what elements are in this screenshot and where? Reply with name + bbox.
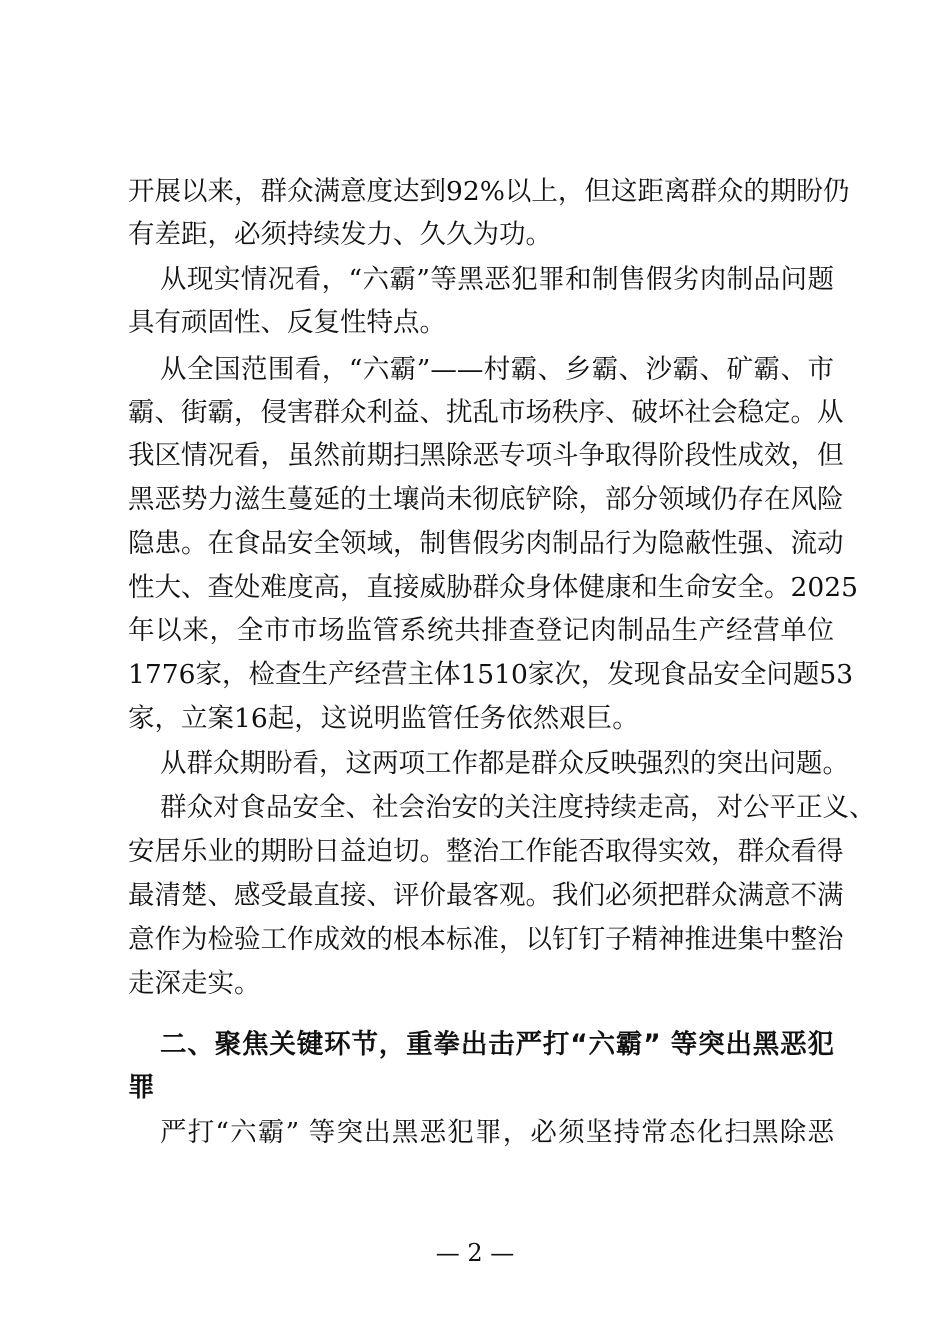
body-text-line: 最清楚、感受最直接、评价最客观。我们必须把群众满意不满 <box>128 880 844 911</box>
body-text-line: 家，立案16起，这说明监管任务依然艰巨。 <box>128 703 639 734</box>
paragraph-start-line: 从全国范围看，“六霸”——村霸、乡霸、沙霸、矿霸、市 <box>160 354 834 385</box>
section-heading-continuation: 罪 <box>128 1072 155 1103</box>
body-text-line: 隐患。在食品安全领域，制售假劣肉制品行为隐蔽性强、流动 <box>128 528 844 559</box>
body-text-line: 安居乐业的期盼日益迫切。整治工作能否取得实效，群众看得 <box>128 836 844 867</box>
body-text-line: 年以来，全市市场监管系统共排查登记肉制品生产经营单位 <box>128 615 834 646</box>
body-text-line: 黑恶势力滋生蔓延的土壤尚未彻底铲除，部分领域仍存在风险 <box>128 484 844 515</box>
paragraph-start-line: 从群众期盼看，这两项工作都是群众反映强烈的突出问题。 <box>160 748 849 779</box>
body-text-line: 有差距，必须持续发力、久久为功。 <box>128 219 552 250</box>
paragraph-start-line: 群众对食品安全、社会治安的关注度持续走高，对公平正义、 <box>160 792 876 823</box>
body-text-line: 我区情况看，虽然前期扫黑除恶专项斗争取得阶段性成效，但 <box>128 440 844 471</box>
body-text-line: 意作为检验工作成效的根本标准，以钉钉子精神推进集中整治 <box>128 924 844 955</box>
page-number: — 2 — <box>435 1239 515 1267</box>
body-text-line: 开展以来，群众满意度达到92%以上，但这距离群众的期盼仍 <box>128 176 850 207</box>
body-text-line: 具有顽固性、反复性特点。 <box>128 307 446 338</box>
body-text-line: 性大、查处难度高，直接威胁群众身体健康和生命安全。2025 <box>128 572 858 603</box>
body-text-line: 走深走实。 <box>128 968 261 999</box>
body-text-line: 霸、街霸，侵害群众利益、扰乱市场秩序、破坏社会稳定。从 <box>128 397 844 428</box>
body-text-line: 1776家，检查生产经营主体1510家次，发现食品安全问题53 <box>128 659 854 690</box>
section-heading: 二、聚焦关键环节，重拳出击严打“六霸” 等突出黑恶犯 <box>160 1029 834 1060</box>
paragraph-start-line: 从现实情况看，“六霸”等黑恶犯罪和制售假劣肉制品问题 <box>160 264 834 295</box>
paragraph-start-line: 严打“六霸” 等突出黑恶犯罪，必须坚持常态化扫黑除恶 <box>160 1117 834 1148</box>
